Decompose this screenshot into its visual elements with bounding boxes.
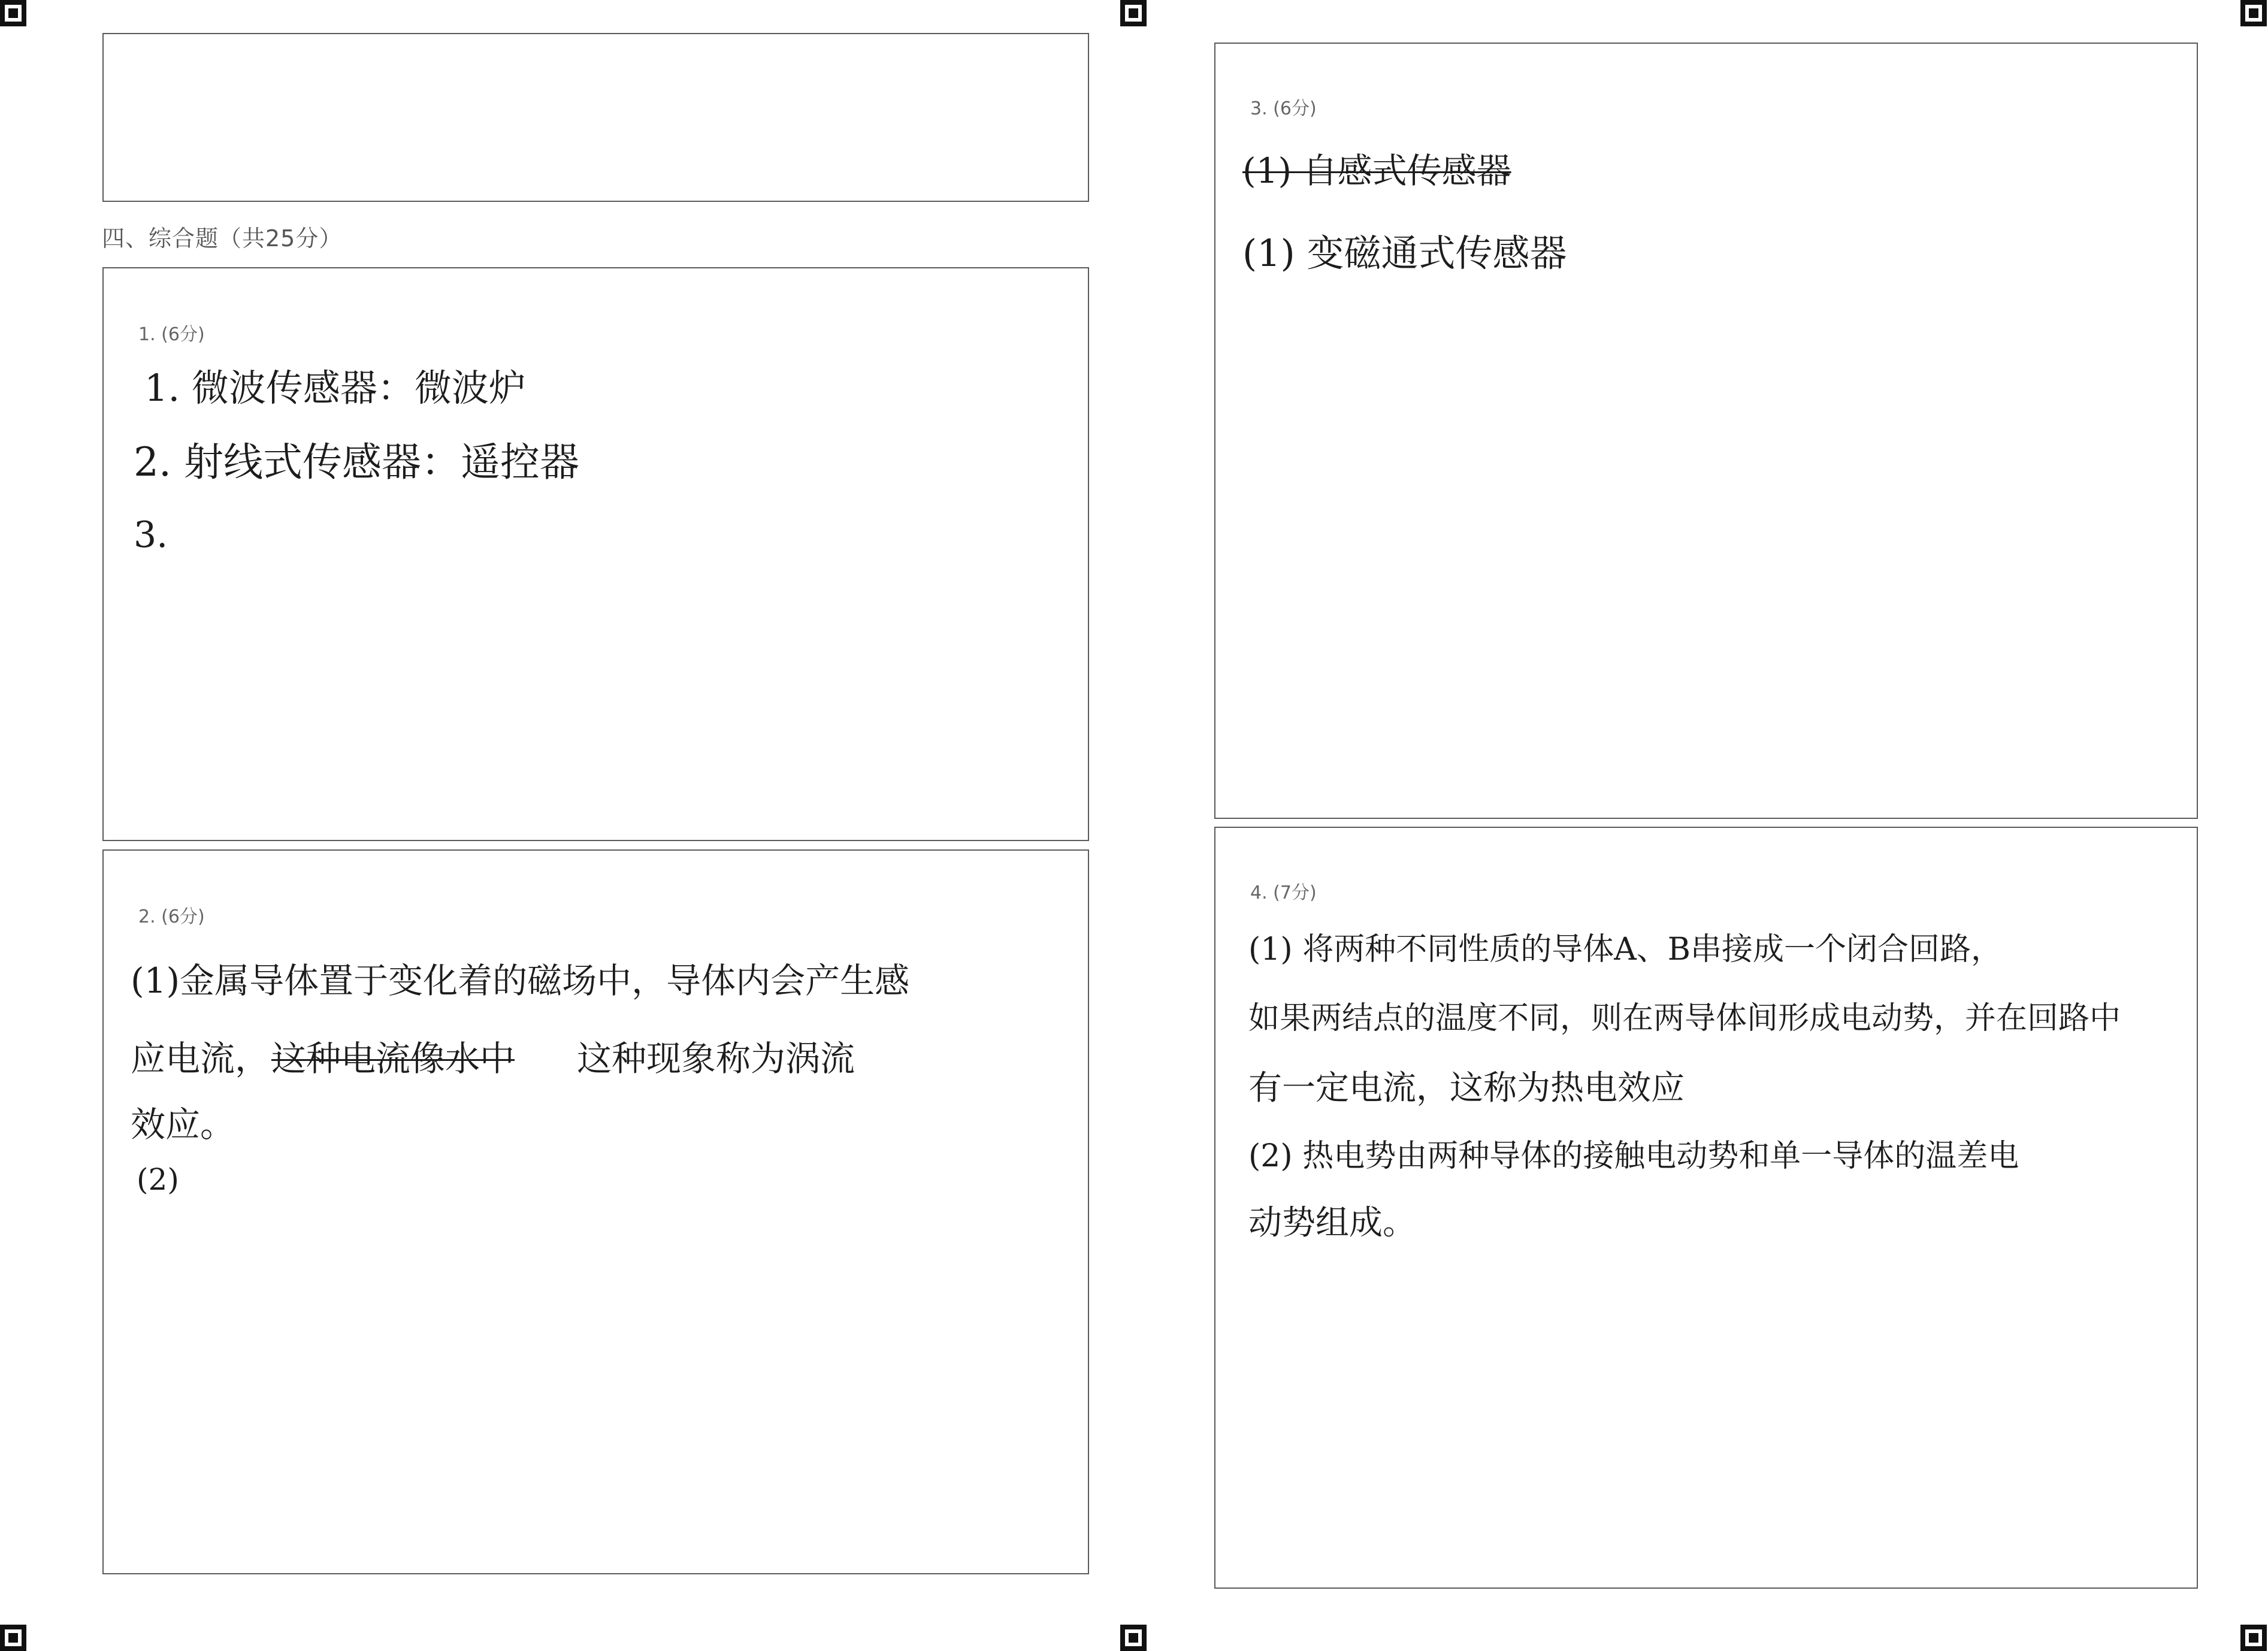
registration-marker-bottom-center: [1120, 1625, 1147, 1651]
question-3-crossed-out-answer: (1) 自感式传感器: [1242, 150, 1511, 191]
question-2-answer-line-3: 效应。: [131, 1104, 235, 1145]
question-2-crossed-out-text: 这种电流像水中: [271, 1038, 515, 1079]
question-4-answer-box: [1214, 827, 2198, 1589]
question-2-answer-box: [102, 849, 1089, 1574]
question-3-label: 3. (6分): [1250, 98, 1317, 119]
question-2-answer-line-1: (1)金属导体置于变化着的磁场中，导体内会产生感: [131, 960, 910, 1001]
section-heading: 四、综合题（共25分）: [102, 225, 343, 252]
question-1-answer-line-2: 2. 射线式传感器：遥控器: [134, 439, 579, 485]
registration-marker-top-left: [0, 0, 26, 26]
previous-answer-box: [102, 33, 1089, 202]
registration-marker-top-center: [1120, 0, 1147, 26]
question-4-label: 4. (7分): [1250, 882, 1317, 903]
question-1-label: 1. (6分): [138, 324, 205, 345]
question-2-answer-line-4: (2): [137, 1162, 179, 1197]
question-4-answer-line-3: 有一定电流，这称为热电效应: [1248, 1069, 1685, 1108]
question-4-answer-line-5: 动势组成。: [1248, 1204, 1416, 1242]
question-2-answer-line-2a: 应电流，: [131, 1038, 270, 1079]
registration-marker-top-right: [2240, 0, 2267, 26]
question-3-answer-box: [1214, 43, 2198, 819]
question-1-answer-line-3: 3.: [134, 514, 168, 556]
question-4-answer-line-2: 如果两结点的温度不同，则在两导体间形成电动势，并在回路中: [1248, 1000, 2121, 1036]
registration-marker-bottom-right: [2240, 1625, 2267, 1651]
question-4-answer-line-1: (1) 将两种不同性质的导体A、B串接成一个闭合回路，: [1248, 932, 2002, 967]
question-2-answer-line-2b: 这种现象称为涡流: [577, 1038, 855, 1079]
question-1-answer-box: [102, 267, 1089, 841]
registration-marker-bottom-left: [0, 1625, 26, 1651]
question-2-label: 2. (6分): [138, 906, 205, 927]
question-3-answer-line-1: (1) 变磁通式传感器: [1242, 231, 1567, 275]
question-1-answer-line-1: 1. 微波传感器：微波炉: [144, 366, 526, 410]
question-4-answer-line-4: (2) 热电势由两种导体的接触电动势和单一导体的温差电: [1248, 1138, 2019, 1174]
